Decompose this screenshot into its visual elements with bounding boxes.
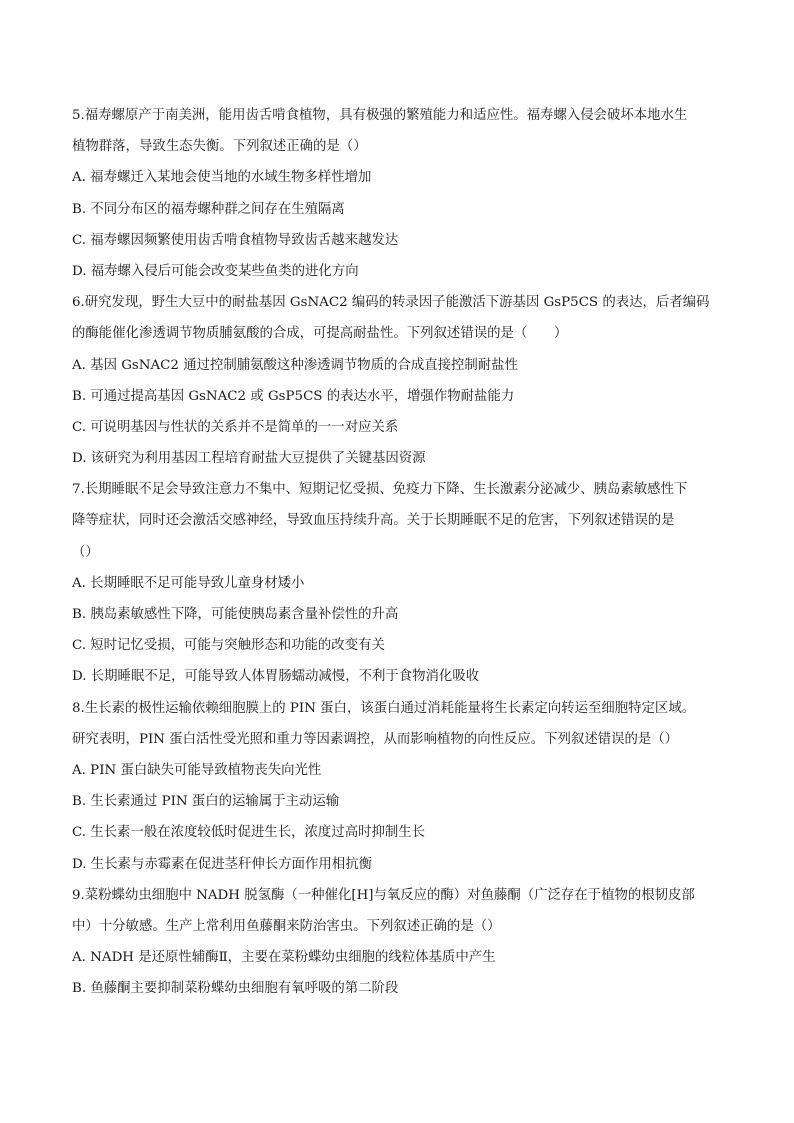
- question-7-option-b: B. 胰岛素敏感性下降，可能使胰岛素含量补偿性的升高: [72, 607, 399, 622]
- question-8: [72, 693, 722, 880]
- question-5: [72, 100, 722, 287]
- question-7-option-c: C. 短时记忆受损，可能与突触形态和功能的改变有关: [72, 638, 385, 654]
- question-5-option-d: D. 福寿螺入侵后可能会改变某些鱼类的进化方向: [72, 263, 359, 279]
- question-5-option-c: C. 福寿螺因频繁使用齿舌啃食植物导致齿舌越来越发达: [72, 232, 399, 248]
- question-7-stem-line-3: （）: [72, 544, 99, 560]
- question-8-option-c: C. 生长素一般在浓度较低时促进生长，浓度过高时抑制生长: [72, 825, 426, 841]
- question-8-option-b: B. 生长素通过 PIN 蛋白的运输属于主动运输: [72, 794, 340, 810]
- question-9-stem-line-1: 9.菜粉蝶幼虫细胞中 NADH 脱氢酶（一种催化[H]与氧反应的酶）对鱼藤酮（广泛存在于植物的根韧皮部: [72, 887, 695, 903]
- question-6-stem-line-1: 6.研究发现，野生大豆中的耐盐基因 GsNAC2 编码的转录因子能激活下游基因 GsP5CS 的表达，后者编码: [72, 295, 710, 311]
- question-6-option-c: C. 可说明基因与性状的关系并不是简单的一一对应关系: [72, 419, 399, 435]
- question-6-option-a: A. 基因 GsNAC2 通过控制脯氨酸这种渗透调节物质的合成直接控制耐盐性: [72, 357, 518, 373]
- question-8-stem-line-2: 研究表明，PIN 蛋白活性受光照和重力等因素调控，从而影响植物的向性反应。下列叙述错误的是（）: [72, 731, 679, 747]
- question-5-option-a: A. 福寿螺迁入某地会使当地的水域生物多样性增加: [72, 170, 372, 186]
- question-8-option-d: D. 生长素与赤霉素在促进茎秆伸长方面作用相抗衡: [72, 856, 372, 872]
- question-6: [72, 287, 722, 474]
- question-9-option-b: B. 鱼藤酮主要抑制菜粉蝶幼虫细胞有氧呼吸的第二阶段: [72, 981, 399, 997]
- question-5-option-b: B. 不同分布区的福寿螺种群之间存在生殖隔离: [72, 201, 345, 217]
- question-5-stem-line-2: 植物群落，导致生态失衡。下列叙述正确的是（）: [72, 139, 367, 155]
- question-7-stem-line-2: 降等症状，同时还会激活交感神经，导致血压持续升高。关于长期睡眠不足的危害，下列叙述错误的是: [72, 513, 675, 529]
- question-8-option-a: A. PIN 蛋白缺失可能导致植物丧失向光性: [72, 762, 322, 778]
- question-7: [72, 474, 722, 692]
- question-9-option-a: A. NADH 是还原性辅酶Ⅱ，主要在菜粉蝶幼虫细胞的线粒体基质中产生: [72, 950, 496, 966]
- question-6-option-b: B. 可通过提高基因 GsNAC2 或 GsP5CS 的表达水平，增强作物耐盐能力: [72, 388, 515, 404]
- question-7-option-a: A. 长期睡眠不足可能导致儿童身材矮小: [72, 575, 305, 591]
- question-7-stem-line-1: 7.长期睡眠不足会导致注意力不集中、短期记忆受损、免疫力下降、生长激素分泌减少、胰岛素敏感性下: [72, 482, 688, 498]
- question-9: [72, 880, 722, 1005]
- question-5-stem-line-1: 5.福寿螺原产于南美洲，能用齿舌啃食植物，具有极强的繁殖能力和适应性。福寿螺入侵会破坏本地水生: [72, 108, 688, 123]
- question-8-stem-line-1: 8.生长素的极性运输依赖细胞膜上的 PIN 蛋白，该蛋白通过消耗能量将生长素定向转运至细胞特定区域。: [72, 700, 696, 716]
- question-6-option-d: D. 该研究为利用基因工程培育耐盐大豆提供了关键基因资源: [72, 451, 426, 467]
- question-6-stem-line-2: 的酶能催化渗透调节物质脯氨酸的合成，可提高耐盐性。下列叙述错误的是（ ）: [72, 326, 568, 342]
- question-9-stem-line-2: 中）十分敏感。生产上常利用鱼藤酮来防治害虫。下列叙述正确的是（）: [72, 918, 501, 934]
- question-7-option-d: D. 长期睡眠不足，可能导致人体胃肠蠕动减慢，不利于食物消化吸收: [72, 669, 480, 685]
